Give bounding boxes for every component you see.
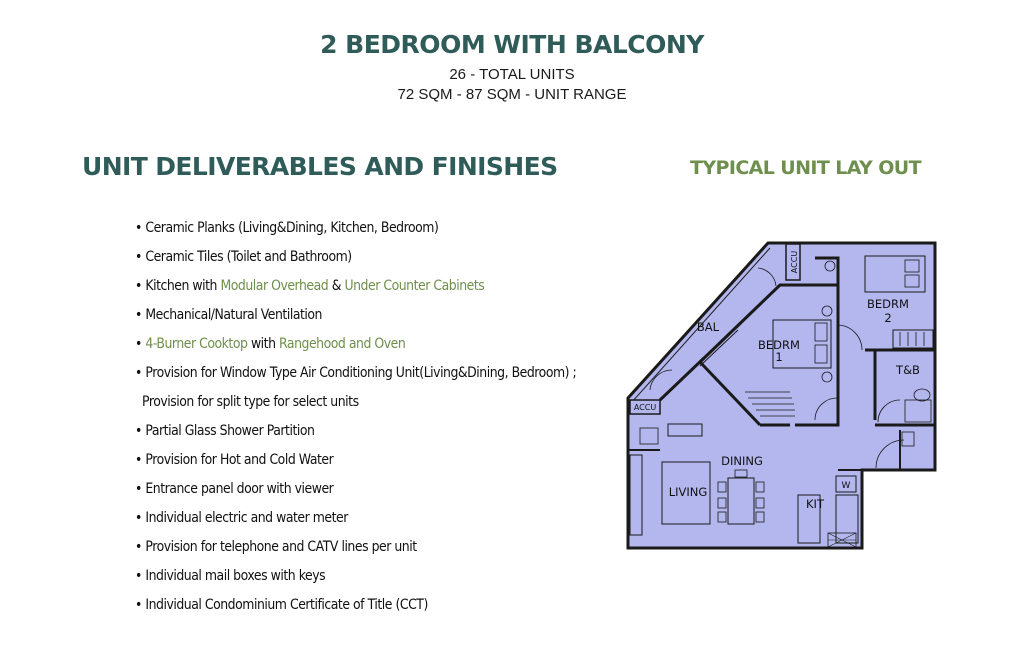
accu-left-label: ACCU: [633, 403, 657, 412]
total-units: 26 - TOTAL UNITS: [449, 66, 575, 83]
bedrm1-label: BEDRM: [758, 338, 800, 352]
list-item: • Kitchen with Modular Overhead & Under Counter Cabinets: [135, 272, 565, 301]
tb-label: T&B: [896, 363, 920, 377]
list-item: • Partial Glass Shower Partition: [135, 417, 565, 446]
highlight-text: Rangehood and Oven: [279, 336, 406, 352]
dining-label: DINING: [721, 454, 763, 468]
list-item: Provision for split type for select units: [141, 394, 359, 410]
bedrm1-num: 1: [775, 350, 783, 364]
page-title: 2 BEDROOM WITH BALCONY: [320, 30, 704, 59]
list-item: • Ceramic Planks (Living&Dining, Kitchen, Bedroom): [135, 214, 565, 243]
bal-label: BAL: [696, 320, 720, 334]
list-item: • Provision for Window Type Air Conditioning Unit(Living&Dining, Bedroom) ;: [135, 359, 565, 388]
layout-title: TYPICAL UNIT LAY OUT: [690, 157, 921, 179]
floor-plan: [624, 236, 940, 554]
list-item: • Provision for Hot and Cold Water: [135, 446, 565, 475]
deliverables-list: [135, 214, 635, 620]
w-label: W: [841, 481, 851, 491]
deliverables-title: UNIT DELIVERABLES AND FINISHES: [82, 152, 558, 181]
unit-range: 72 SQM - 87 SQM - UNIT RANGE: [397, 86, 627, 103]
list-item: • Individual Condominium Certificate of Title (CCT): [135, 591, 565, 620]
bedrm2-num: 2: [884, 311, 892, 325]
kit-label: KIT: [806, 497, 824, 511]
living-label: LIVING: [668, 485, 708, 499]
bedrm2-label: BEDRM: [867, 297, 909, 311]
list-item: • Entrance panel door with viewer: [135, 475, 565, 504]
list-item: • 4-Burner Cooktop with Rangehood and Oven: [135, 330, 565, 359]
highlight-text: Modular Overhead: [220, 278, 329, 294]
list-item: • Mechanical/Natural Ventilation: [135, 301, 565, 330]
list-item: • Individual mail boxes with keys: [135, 562, 565, 591]
list-item: • Individual electric and water meter: [135, 504, 565, 533]
accu-top-label: ACCU: [790, 250, 799, 274]
highlight-text: Under Counter Cabinets: [344, 278, 485, 294]
floor-area: [628, 243, 935, 548]
list-item: • Provision for telephone and CATV lines per unit: [135, 533, 565, 562]
highlight-text: 4-Burner Cooktop: [145, 336, 248, 352]
list-item: • Ceramic Tiles (Toilet and Bathroom): [135, 243, 565, 272]
